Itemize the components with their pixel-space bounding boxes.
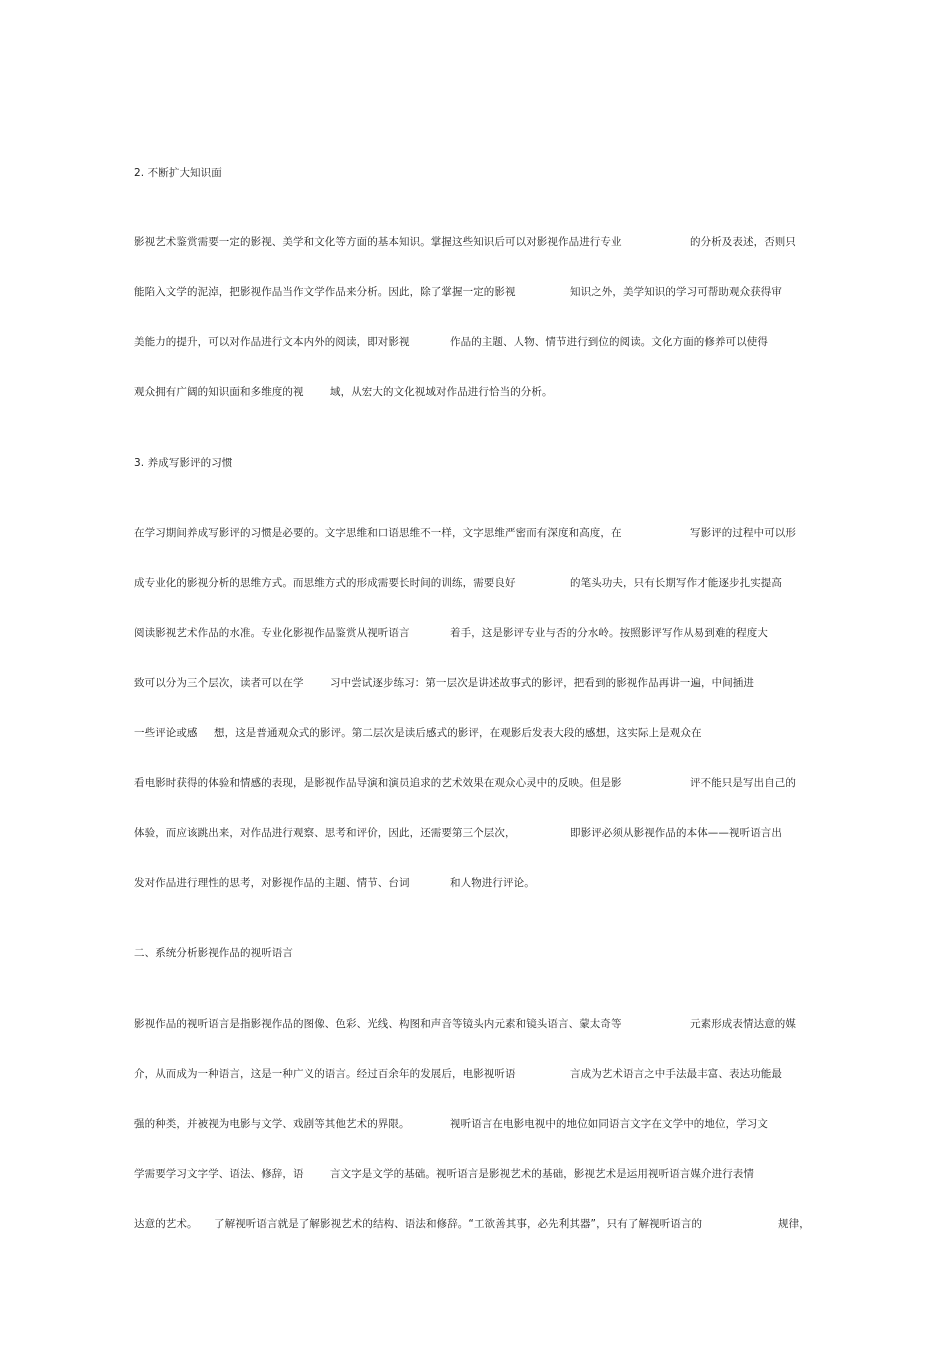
text-segment: 美能力的提升，可以对作品进行文本内外的阅读，即对影视 xyxy=(134,336,410,348)
text-segment: 元素形成表情达意的媒 xyxy=(690,1018,796,1030)
text-segment: 发对作品进行理性的思考，对影视作品的主题、情节、台词 xyxy=(134,877,410,889)
text-segment: 习中尝试逐步练习：第一层次是讲述故事式的影评，把看到的影视作品再讲一遍，中间插进 xyxy=(330,677,754,689)
text-segment: 规律， xyxy=(778,1218,810,1230)
text-segment: 了解视听语言就是了解影视艺术的结构、语法和修辞。“工欲善其事，必先利其器”，只有了解视听语言的 xyxy=(214,1218,703,1230)
text-segment: 言成为艺术语言之中手法最丰富、表达功能最 xyxy=(570,1068,782,1080)
text-segment: 阅读影视艺术作品的水准。专业化影视作品鉴赏从视听语言 xyxy=(134,627,410,639)
text-segment: 作品的主题、人物、情节进行到位的阅读。文化方面的修养可以使得 xyxy=(450,336,768,348)
section-heading-2: 2. 不断扩大知识面 xyxy=(134,167,222,179)
part-heading-2: 二、系统分析影视作品的视听语言 xyxy=(134,947,293,959)
text-segment: 的分析及表述，否则只 xyxy=(690,236,796,248)
text-segment: 体验，而应该跳出来，对作品进行观察、思考和评价，因此，还需要第三个层次， xyxy=(134,827,516,839)
text-segment: 能陷入文学的泥淖，把影视作品当作文学作品来分析。因此，除了掌握一定的影视 xyxy=(134,286,516,298)
section-heading-3: 3. 养成写影评的习惯 xyxy=(134,457,233,469)
text-segment: 影视艺术鉴赏需要一定的影视、美学和文化等方面的基本知识。掌握这些知识后可以对影视作品进行专业 xyxy=(134,236,622,248)
text-segment: 想，这是普通观众式的影评。第二层次是读后感式的影评，在观影后发表大段的感想，这实际上是观众在 xyxy=(214,727,702,739)
text-segment: 强的种类，并被视为电影与文学、戏剧等其他艺术的界限。 xyxy=(134,1118,410,1130)
text-segment: 介，从而成为一种语言，这是一种广义的语言。经过百余年的发展后，电影视听语 xyxy=(134,1068,516,1080)
text-segment: 域，从宏大的文化视域对作品进行恰当的分析。 xyxy=(330,386,553,398)
text-segment: 知识之外，美学知识的学习可帮助观众获得审 xyxy=(570,286,782,298)
text-segment: 着手，这是影评专业与否的分水岭。按照影评写作从易到难的程度大 xyxy=(450,627,768,639)
text-segment: 观众拥有广阔的知识面和多维度的视 xyxy=(134,386,304,398)
text-segment: 和人物进行评论。 xyxy=(450,877,535,889)
text-segment: 在学习期间养成写影评的习惯是必要的。文字思维和口语思维不一样，文字思维严密而有深度和高度，在 xyxy=(134,527,622,539)
text-segment: 成专业化的影视分析的思维方式。而思维方式的形成需要长时间的训练，需要良好 xyxy=(134,577,516,589)
text-segment: 即影评必须从影视作品的本体——视听语言出 xyxy=(570,827,782,839)
text-segment: 写影评的过程中可以形 xyxy=(690,527,796,539)
text-segment: 学需要学习文字学、语法、修辞，语 xyxy=(134,1168,304,1180)
text-segment: 达意的艺术。 xyxy=(134,1218,198,1230)
text-segment: 影视作品的视听语言是指影视作品的图像、色彩、光线、构图和声音等镜头内元素和镜头语言、蒙太奇等 xyxy=(134,1018,622,1030)
text-segment: 言文字是文学的基础。视听语言是影视艺术的基础，影视艺术是运用视听语言媒介进行表情 xyxy=(330,1168,754,1180)
text-segment: 看电影时获得的体验和情感的表现，是影视作品导演和演员追求的艺术效果在观众心灵中的反映。但是影 xyxy=(134,777,622,789)
text-segment: 评不能只是写出自己的 xyxy=(690,777,796,789)
text-segment: 致可以分为三个层次，读者可以在学 xyxy=(134,677,304,689)
text-segment: 视听语言在电影电视中的地位如同语言文字在文学中的地位，学习文 xyxy=(450,1118,768,1130)
text-segment: 的笔头功夫，只有长期写作才能逐步扎实提高 xyxy=(570,577,782,589)
text-segment: 一些评论或感 xyxy=(134,727,198,739)
